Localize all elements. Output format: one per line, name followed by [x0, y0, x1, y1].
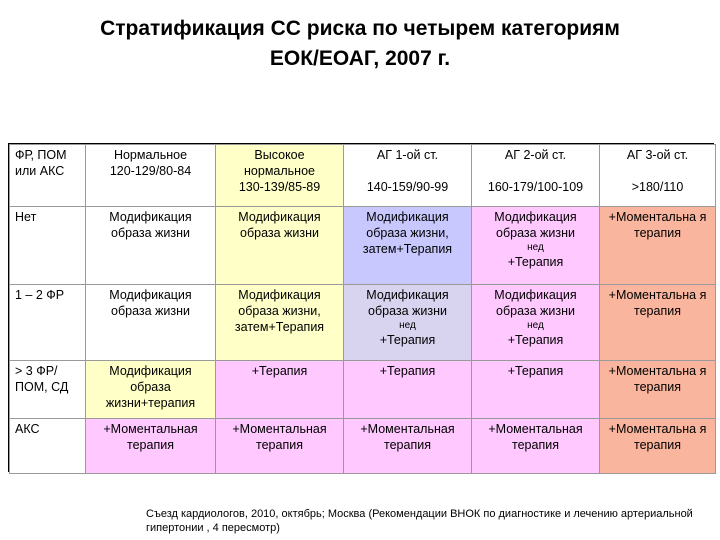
risk-table-grid: [9, 144, 716, 474]
title-line-1: Стратификация СС риска по четырем категориям: [100, 17, 620, 40]
cell-1-2-ag1: [344, 285, 472, 361]
row-head-1-2-fr: 1 – 2 ФР: [10, 285, 86, 361]
cell-none-ag1: Модификация образа жизни, затем+Терапия: [344, 207, 472, 285]
header-cell-high-normal: [216, 145, 344, 207]
cell-none-ag2-therapy: +Терапия: [507, 255, 564, 269]
cell-1-2-ag1-main: Модификация образа жизни: [366, 288, 449, 318]
cell-none-ag2-main: Модификация образа жизни: [494, 210, 577, 240]
header-cell-ag1: [344, 145, 472, 207]
cell-none-high-normal: Модификация образа жизни: [216, 207, 344, 285]
slide-title: [0, 14, 720, 74]
table-row: [10, 361, 716, 419]
header-ag2-label: АГ 2-ой ст.: [504, 148, 567, 162]
cell-1-2-ag2-main: Модификация образа жизни: [494, 288, 577, 318]
cell-3-fr-high-normal: +Терапия: [216, 361, 344, 419]
cell-1-2-ag3: +Моментальна я терапия: [600, 285, 716, 361]
header-ag1-range: 140-159/90-99: [366, 180, 449, 194]
cell-1-2-high-normal: Модификация образа жизни, затем+Терапия: [216, 285, 344, 361]
row-head-3-fr: > 3 ФР/ ПОМ, СД: [10, 361, 86, 419]
cell-none-ag2: [472, 207, 600, 285]
risk-table: [8, 143, 714, 472]
header-ag3-range: >180/110: [631, 180, 684, 194]
cell-1-2-normal: Модификация образа жизни: [86, 285, 216, 361]
header-high-normal-range: 130-139/85-89: [238, 180, 321, 194]
cell-aks-ag1: +Моментальная терапия: [344, 419, 472, 474]
header-normal-label: Нормальное: [113, 148, 188, 162]
cell-3-fr-ag1: +Терапия: [344, 361, 472, 419]
title-line-2: ЕОК/ЕОАГ, 2007 г.: [269, 47, 451, 70]
cell-3-fr-ag3: +Моментальна я терапия: [600, 361, 716, 419]
cell-aks-high-normal: +Моментальная терапия: [216, 419, 344, 474]
header-ag3-label: АГ 3-ой ст.: [626, 148, 689, 162]
header-cell-ag2: [472, 145, 600, 207]
cell-3-fr-ag2: +Терапия: [472, 361, 600, 419]
table-row: [10, 207, 716, 285]
cell-none-ag3: +Моментальна я терапия: [600, 207, 716, 285]
cell-aks-normal: +Моментальная терапия: [86, 419, 216, 474]
table-header-row: [10, 145, 716, 207]
header-ag2-range: 160-179/100-109: [487, 180, 584, 194]
source-footnote: Съезд кардиологов, 2010, октябрь; Москва (Рекомендации ВНОК по диагностике и лечению артериальной гипертонии , 4 пересмотр): [146, 508, 693, 534]
row-head-aks: АКС: [10, 419, 86, 474]
header-cell-normal: [86, 145, 216, 207]
cell-aks-ag3: +Моментальна я терапия: [600, 419, 716, 474]
cell-1-2-ag1-therapy: +Терапия: [379, 333, 436, 347]
cell-none-ag2-sub: нед: [527, 242, 544, 253]
cell-none-normal: Модификация образа жизни: [86, 207, 216, 285]
header-ag1-label: АГ 1-ой ст.: [376, 148, 439, 162]
cell-1-2-ag1-sub: нед: [399, 320, 416, 331]
cell-3-fr-normal: Модификация образа жизни+терапия: [86, 361, 216, 419]
cell-1-2-ag2-sub: нед: [527, 320, 544, 331]
header-cell-factors: ФР, ПОМ или АКС: [10, 145, 86, 207]
cell-1-2-ag2: [472, 285, 600, 361]
table-row: [10, 285, 716, 361]
table-row: [10, 419, 716, 474]
cell-aks-ag2: +Моментальная терапия: [472, 419, 600, 474]
header-high-normal-label: Высокое нормальное: [244, 148, 315, 178]
cell-1-2-ag2-therapy: +Терапия: [507, 333, 564, 347]
header-normal-range: 120-129/80-84: [109, 164, 192, 178]
row-head-none: Нет: [10, 207, 86, 285]
header-cell-ag3: [600, 145, 716, 207]
